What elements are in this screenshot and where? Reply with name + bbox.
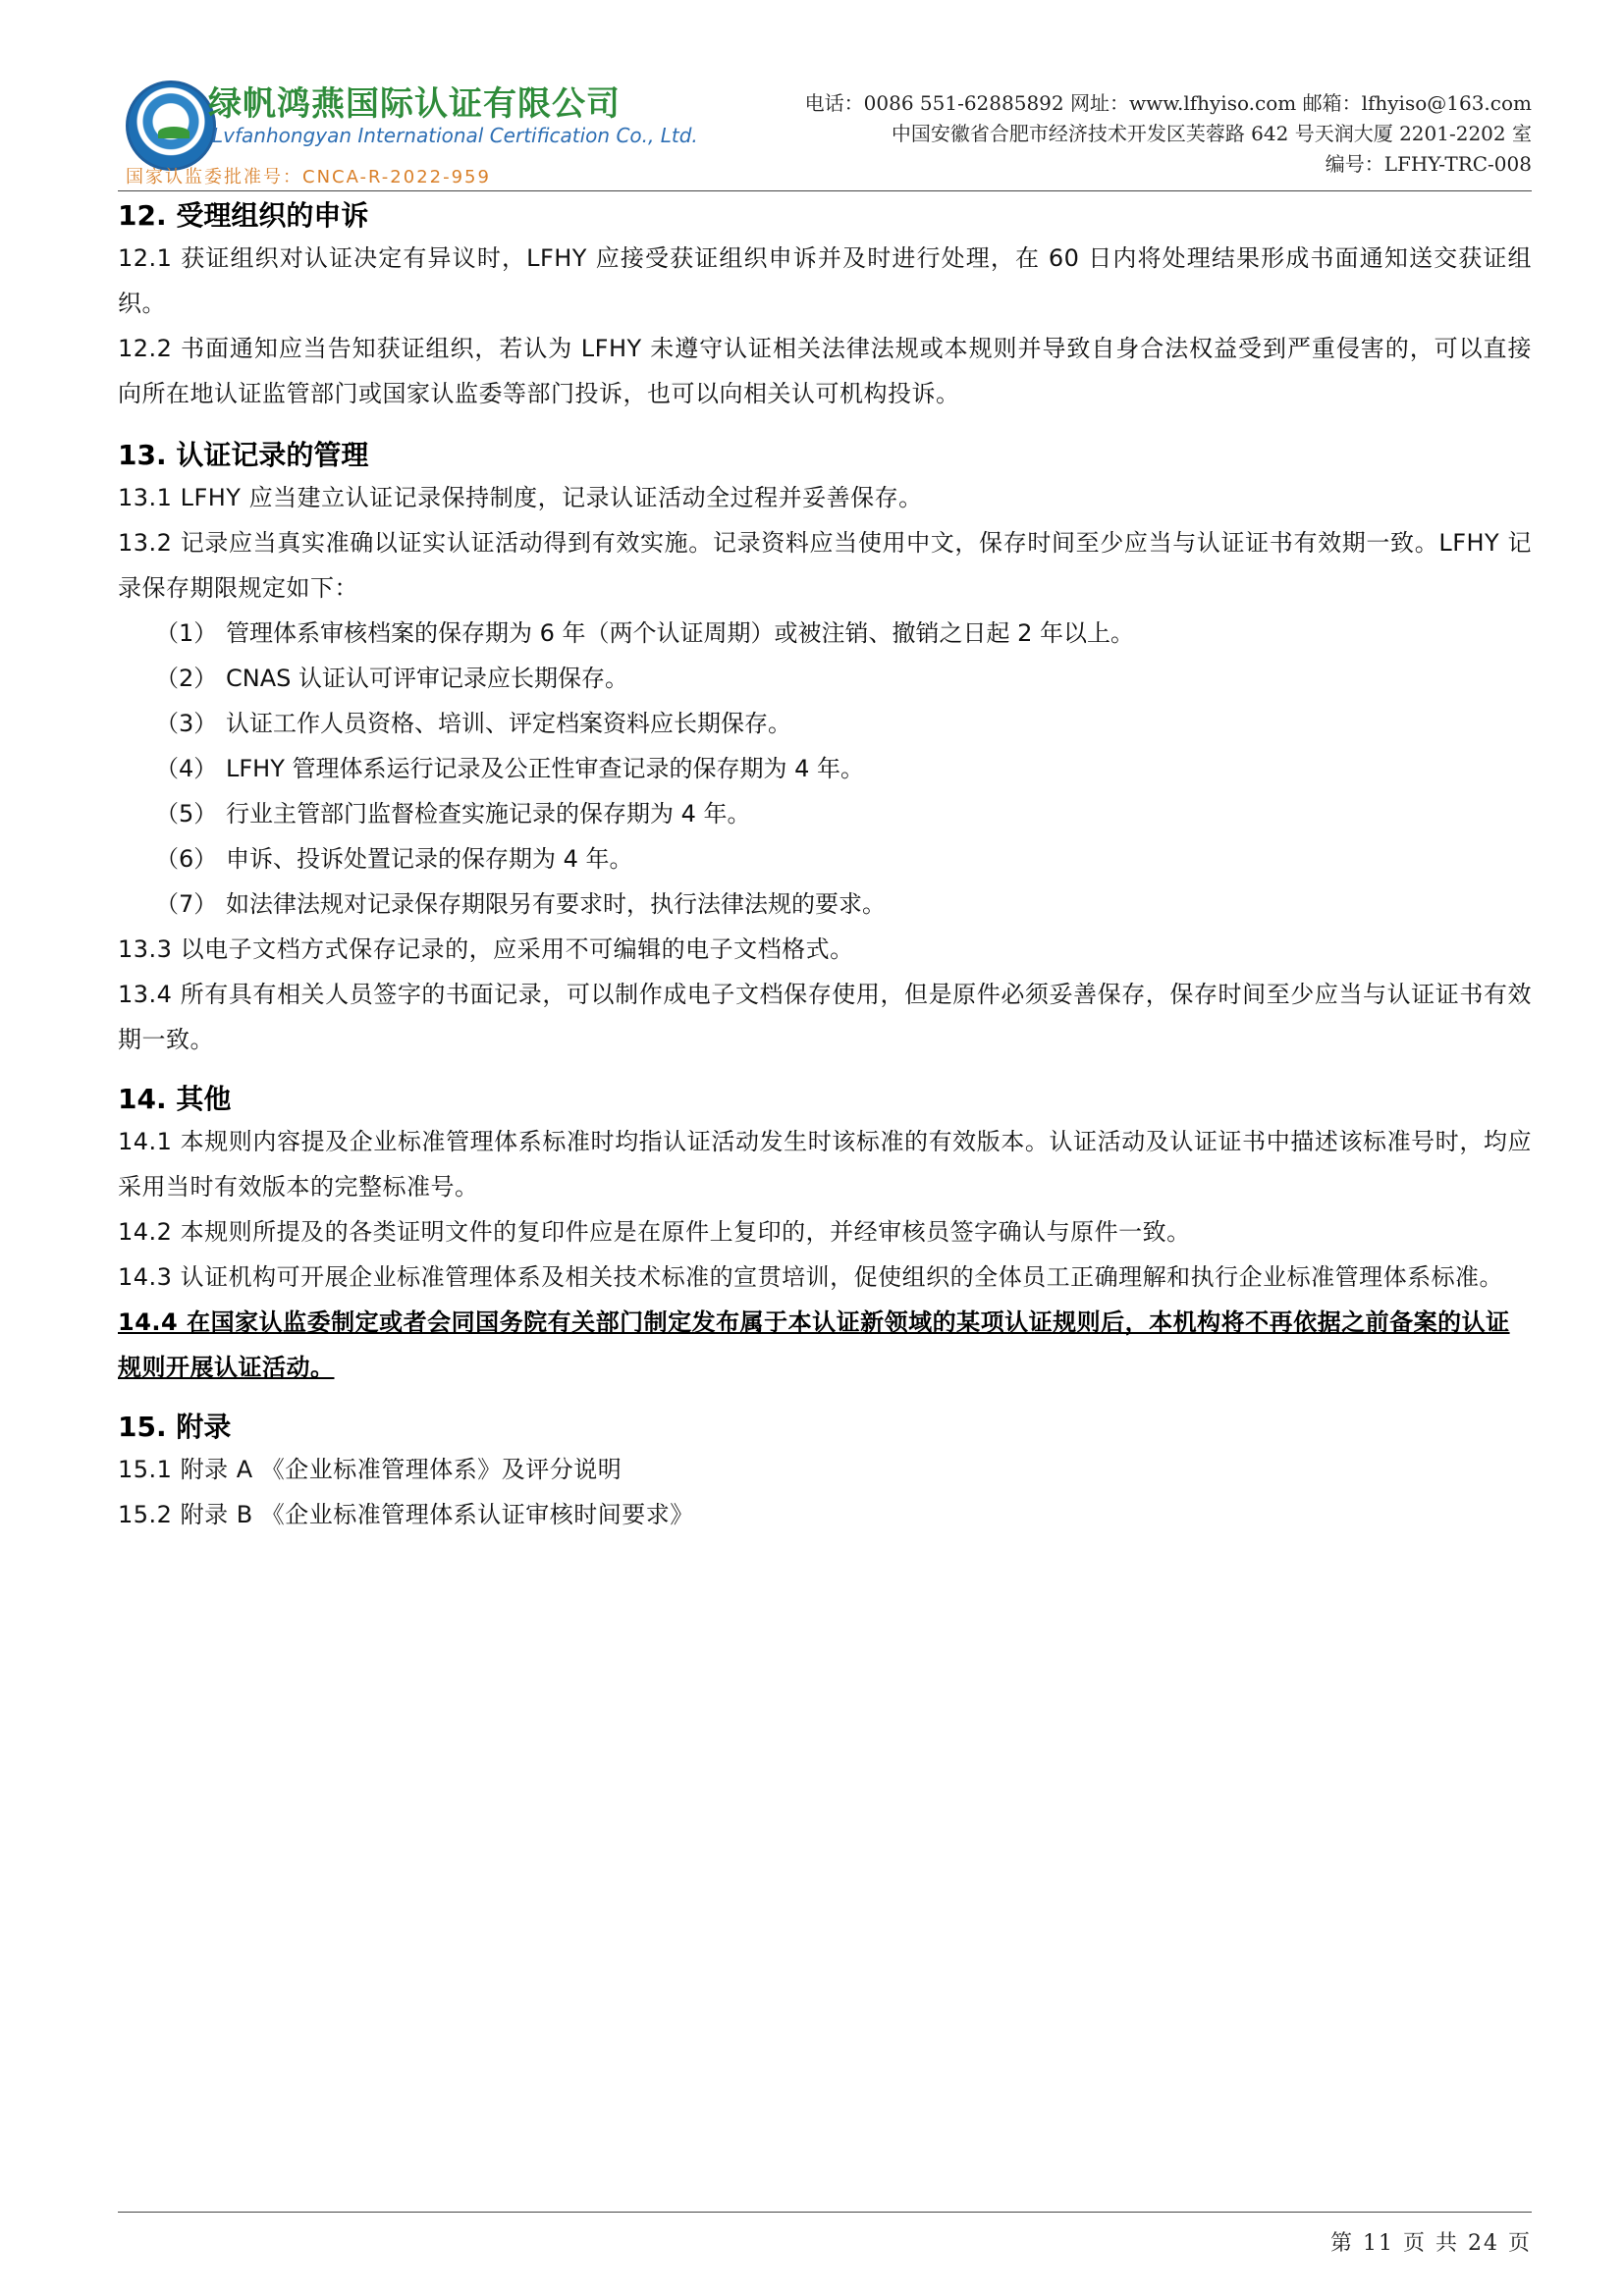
section-14-title: 14. 其他: [118, 1083, 232, 1115]
list-item-text: CNAS 认证认可评审记录应长期保存。: [226, 665, 628, 692]
footer-divider: [118, 2212, 1532, 2213]
list-item-text: 管理体系审核档案的保存期为 6 年（两个认证周期）或被注销、撤销之日起 2 年以上。: [226, 619, 1135, 647]
contact-info: [805, 88, 1532, 180]
paragraph-14-4-emphasized: 14.4 在国家认监委制定或者会同国务院有关部门制定发布属于本认证新领域的某项认证规则后，本机构将不再依据之前备案的认证规则开展认证活动。: [118, 1308, 1510, 1381]
logo-company-name-en: Lvfanhongyan International Certification Co., Ltd.: [212, 124, 698, 147]
list-item-number: （6）: [155, 845, 218, 873]
list-item-text: 行业主管部门监督检查实施记录的保存期为 4 年。: [226, 800, 751, 828]
list-item-text: 认证工作人员资格、培训、评定档案资料应长期保存。: [226, 710, 791, 737]
list-item-text: 申诉、投诉处置记录的保存期为 4 年。: [226, 845, 633, 873]
list-item-number: （3）: [155, 710, 218, 737]
paragraph-12-1: 12.1 获证组织对认证决定有异议时，LFHY 应接受获证组织申诉并及时进行处理，在 60 日内将处理结果形成书面通知送交获证组织。: [118, 244, 1532, 317]
logo-emblem-icon: [126, 80, 216, 171]
list-item: [118, 836, 1532, 881]
list-item-number: （7）: [155, 890, 218, 918]
appendix-b: 15.2 附录 B 《企业标准管理体系认证审核时间要求》: [118, 1501, 694, 1528]
page-header: [118, 69, 1532, 190]
list-item-number: （5）: [155, 800, 218, 828]
contact-address: 中国安徽省合肥市经济技术开发区芙蓉路 642 号天润大厦 2201-2202 室: [891, 122, 1532, 145]
paragraph-13-4: 13.4 所有具有相关人员签字的书面记录，可以制作成电子文档保存使用，但是原件必须妥善保存，保存时间至少应当与认证证书有效期一致。: [118, 981, 1532, 1053]
list-item-number: （4）: [155, 755, 218, 782]
contact-phone-web-email: 电话：0086 551-62885892 网址：www.lfhyiso.com 邮箱：lfhyiso@163.com: [804, 91, 1532, 115]
list-item-text: 如法律法规对记录保存期限另有要求时，执行法律法规的要求。: [226, 890, 886, 918]
list-item: [118, 701, 1532, 746]
company-logo: [118, 69, 698, 188]
approval-number: 国家认监委批准号：CNCA-R-2022-959: [126, 167, 491, 187]
paragraph-12-2: 12.2 书面通知应当告知获证组织，若认为 LFHY 未遵守认证相关法律法规或本规则并导致自身合法权益受到严重侵害的，可以直接向所在地认证监管部门或国家认监委等部门投诉，也可以向相关认可机构投诉。: [118, 335, 1532, 407]
appendix-a: 15.1 附录 A 《企业标准管理体系》及评分说明: [118, 1456, 623, 1483]
list-item: [118, 746, 1532, 791]
document-code: 编号：LFHY-TRC-008: [1325, 152, 1532, 176]
list-item-text: LFHY 管理体系运行记录及公正性审查记录的保存期为 4 年。: [226, 755, 865, 782]
paragraph-14-1: 14.1 本规则内容提及企业标准管理体系标准时均指认证活动发生时该标准的有效版本。认证活动及认证证书中描述该标准号时，均应采用当时有效版本的完整标准号。: [118, 1128, 1532, 1201]
paragraph-13-2: 13.2 记录应当真实准确以证实认证活动得到有效实施。记录资料应当使用中文，保存时间至少应当与认证证书有效期一致。LFHY 记录保存期限规定如下：: [118, 529, 1532, 602]
list-item: [118, 881, 1532, 927]
section-12-title: 12. 受理组织的申诉: [118, 199, 369, 232]
section-13-title: 13. 认证记录的管理: [118, 439, 369, 471]
document-body: [118, 196, 1532, 1537]
paragraph-14-2: 14.2 本规则所提及的各类证明文件的复印件应是在原件上复印的，并经审核员签字确认与原件一致。: [118, 1218, 1191, 1246]
list-item: [118, 656, 1532, 701]
list-item: [118, 611, 1532, 656]
paragraph-13-3: 13.3 以电子文档方式保存记录的，应采用不可编辑的电子文档格式。: [118, 935, 854, 963]
list-item-number: （2）: [155, 665, 218, 692]
section-15-title: 15. 附录: [118, 1411, 232, 1443]
header-divider: [118, 190, 1532, 191]
paragraph-13-1: 13.1 LFHY 应当建立认证记录保持制度，记录认证活动全过程并妥善保存。: [118, 484, 923, 511]
page-number: 第 11 页 共 24 页: [1330, 2231, 1532, 2256]
list-item-number: （1）: [155, 619, 218, 647]
logo-company-name-cn: 绿帆鸿燕国际认证有限公司: [208, 84, 621, 124]
list-item: [118, 791, 1532, 836]
paragraph-14-3: 14.3 认证机构可开展企业标准管理体系及相关技术标准的宣贯培训，促使组织的全体员工正确理解和执行企业标准管理体系标准。: [118, 1263, 1504, 1291]
